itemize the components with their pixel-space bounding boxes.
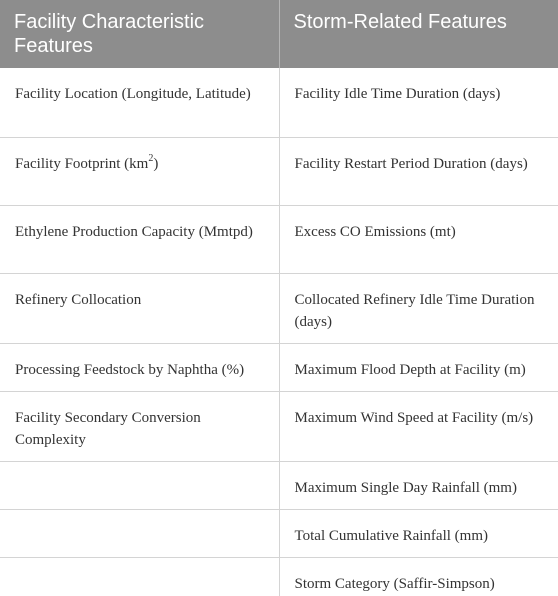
facility-cell (0, 461, 279, 509)
storm-cell: Facility Restart Period Duration (days) (279, 137, 558, 205)
table-body (0, 68, 558, 596)
storm-cell: Facility Idle Time Duration (days) (279, 68, 558, 137)
table-header (0, 0, 558, 68)
facility-cell: Processing Feedstock by Naphtha (%) (0, 343, 279, 391)
facility-cell: Facility Secondary Conversion Complexity (0, 391, 279, 461)
storm-cell: Storm Category (Saffir-Simpson) (279, 557, 558, 596)
facility-cell (0, 557, 279, 596)
table-row (0, 557, 558, 596)
facility-cell (0, 509, 279, 557)
header-storm-related: Storm-Related Features (279, 0, 558, 68)
facility-cell: Refinery Collocation (0, 273, 279, 343)
facility-cell-text: Facility Footprint (km (15, 155, 149, 172)
table-row (0, 273, 558, 343)
storm-cell: Excess CO Emissions (mt) (279, 205, 558, 273)
superscript: 2 (148, 152, 154, 164)
table-row (0, 137, 558, 205)
header-row (0, 0, 558, 68)
table-row (0, 68, 558, 137)
facility-cell-suffix: ) (153, 155, 159, 172)
table-row (0, 343, 558, 391)
storm-cell: Maximum Wind Speed at Facility (m/s) (279, 391, 558, 461)
facility-cell: Ethylene Production Capacity (Mmtpd) (0, 205, 279, 273)
storm-cell: Maximum Single Day Rainfall (mm) (279, 461, 558, 509)
storm-cell: Collocated Refinery Idle Time Duration (days) (279, 273, 558, 343)
table-row (0, 509, 558, 557)
storm-cell: Maximum Flood Depth at Facility (m) (279, 343, 558, 391)
table-row (0, 461, 558, 509)
table-row (0, 391, 558, 461)
facility-cell: Facility Location (Longitude, Latitude) (0, 68, 279, 137)
table-row (0, 205, 558, 273)
facility-cell (0, 137, 279, 205)
header-facility-characteristic: Facility Characteristic Features (0, 0, 279, 68)
storm-cell: Total Cumulative Rainfall (mm) (279, 509, 558, 557)
